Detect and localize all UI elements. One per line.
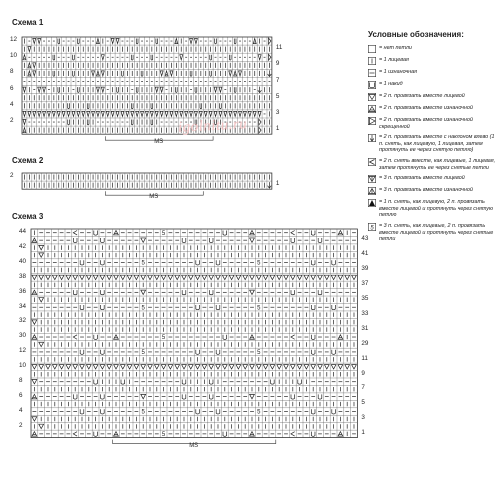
schema2-grid [21, 172, 273, 204]
svg-text:5: 5 [161, 230, 166, 237]
schema2-title: Схема 2 [12, 156, 44, 165]
row-number-right: 5 [361, 399, 365, 407]
row-number-left: 40 [19, 257, 27, 265]
legend-item [368, 81, 500, 89]
svg-text:5: 5 [161, 431, 166, 438]
svg-text:5: 5 [161, 335, 166, 342]
legend-item [368, 158, 500, 171]
row-number-left: 2 [19, 421, 23, 429]
svg-text:5: 5 [257, 260, 261, 267]
row-number-right: 1 [275, 180, 280, 188]
row-number-right: 33 [361, 309, 369, 317]
row-number-left: 44 [19, 228, 27, 235]
svg-text:5: 5 [370, 225, 374, 231]
row-number-left: 42 [19, 242, 27, 250]
row-number-left: 30 [19, 332, 27, 340]
row-number-right: 11 [275, 44, 283, 52]
svg-text:5: 5 [141, 260, 145, 267]
row-number-right: 41 [361, 250, 369, 258]
legend-symbol-icon [368, 117, 376, 125]
row-number-left: 12 [19, 347, 27, 355]
legend-symbol-icon [368, 45, 376, 53]
legend-item [368, 69, 500, 77]
legend-item [368, 93, 500, 101]
row-number-right: 39 [361, 265, 369, 273]
legend-item [368, 175, 500, 183]
schema3-title: Схема 3 [12, 212, 44, 221]
row-number-right: 35 [361, 295, 369, 303]
row-number-left: 38 [19, 272, 27, 280]
svg-text:5: 5 [141, 409, 145, 416]
legend-symbol-icon [368, 134, 376, 142]
legend-text: = 2 п. снять вместе, как лицевые, 1 лицевая, затем протянуть ее через снятые петли [379, 157, 496, 171]
schema3-grid [30, 228, 358, 453]
legend-items [368, 45, 500, 243]
watermark-text: igolnitu.ru [177, 116, 248, 136]
svg-text:5: 5 [257, 350, 261, 357]
row-number-right: 37 [361, 280, 369, 288]
legend-item [368, 199, 500, 219]
legend-symbol-icon [368, 93, 376, 101]
repeat-label: MS [154, 139, 164, 146]
legend-symbol-icon [368, 187, 376, 195]
row-number-right: 11 [361, 354, 368, 362]
svg-text:5: 5 [141, 350, 145, 357]
row-number-right: 1 [361, 429, 365, 437]
legend-item [368, 45, 500, 53]
svg-text:5: 5 [141, 305, 145, 312]
row-number-left: 8 [19, 377, 23, 384]
row-number-left: 8 [10, 68, 14, 76]
row-number-left: 2 [10, 117, 14, 124]
legend-symbol-icon [368, 158, 376, 166]
row-number-right: 9 [275, 60, 280, 68]
row-number-right: 7 [275, 76, 280, 84]
row-number-left: 12 [10, 36, 18, 43]
legend-text: = 3 п. провязать вместе изнаночной [379, 187, 473, 194]
legend-text: = нет петли [379, 45, 412, 51]
schema1-title: Схема 1 [12, 18, 44, 27]
legend-text: = 1 накид [379, 81, 403, 87]
repeat-label: MS [189, 442, 199, 449]
legend-text: = 3 п. провязать вместе лицевой [379, 175, 465, 182]
row-number-right: 29 [361, 339, 369, 347]
legend [368, 30, 500, 247]
legend-symbol-icon [368, 81, 376, 89]
legend-text: = 2 п. провязать вместе изнаночной [379, 105, 473, 111]
row-number-right: 9 [361, 369, 365, 377]
row-number-left: 4 [10, 100, 14, 108]
legend-text: = 2 п. провязать вместе лицевой [379, 93, 465, 99]
legend-title: Условные обозначения: [368, 30, 464, 39]
row-number-left: 32 [19, 317, 27, 325]
legend-text: = 1 лицевая [379, 57, 409, 63]
legend-symbol-icon [368, 69, 376, 77]
row-number-left: 6 [10, 84, 14, 92]
legend-item [368, 187, 500, 195]
legend-text: = 1 изнаночная [379, 69, 417, 75]
row-number-left: 10 [19, 362, 27, 370]
row-number-left: 34 [19, 302, 27, 310]
legend-text: = 3 п. снять, как лицевые, 2 п. провязать вместе лицевой и протянуть через снятые петли [379, 222, 494, 243]
legend-symbol-icon [368, 105, 376, 113]
row-number-left: 4 [19, 406, 23, 414]
legend-text: = 2 п. провязать вместе с наклоном влево (1 п. снять, как лицевую, 1 лицевая, затем протянуть ее через снятую петлю) [379, 134, 495, 154]
legend-item [368, 134, 500, 154]
repeat-label: MS [149, 194, 159, 201]
row-number-right: 3 [275, 108, 280, 116]
row-number-right: 7 [361, 384, 365, 392]
row-number-right: 31 [361, 324, 369, 332]
row-number-left: 2 [10, 172, 14, 179]
legend-item [368, 117, 500, 130]
row-number-right: 1 [275, 125, 280, 133]
row-number-left: 36 [19, 287, 27, 295]
legend-item [368, 105, 500, 113]
legend-item [368, 223, 500, 243]
legend-symbol-icon [368, 57, 376, 65]
row-number-right: 43 [361, 235, 369, 243]
row-number-right: 5 [275, 92, 280, 100]
legend-text: = 2 п. провязать вместе изнаночной скрещенной [379, 117, 473, 130]
legend-item [368, 57, 500, 65]
legend-text: = 1 п. снять, как лицевую, 2 п. провязать вместе лицевой и протянуть через снятую петлю [379, 199, 493, 219]
svg-text:5: 5 [257, 409, 261, 416]
row-number-left: 10 [10, 52, 18, 60]
row-number-right: 3 [361, 414, 365, 422]
row-number-left: 6 [19, 391, 23, 399]
svg-text:5: 5 [257, 305, 261, 312]
legend-symbol-icon [368, 223, 376, 231]
legend-symbol-icon [368, 199, 376, 207]
legend-symbol-icon [368, 175, 376, 183]
